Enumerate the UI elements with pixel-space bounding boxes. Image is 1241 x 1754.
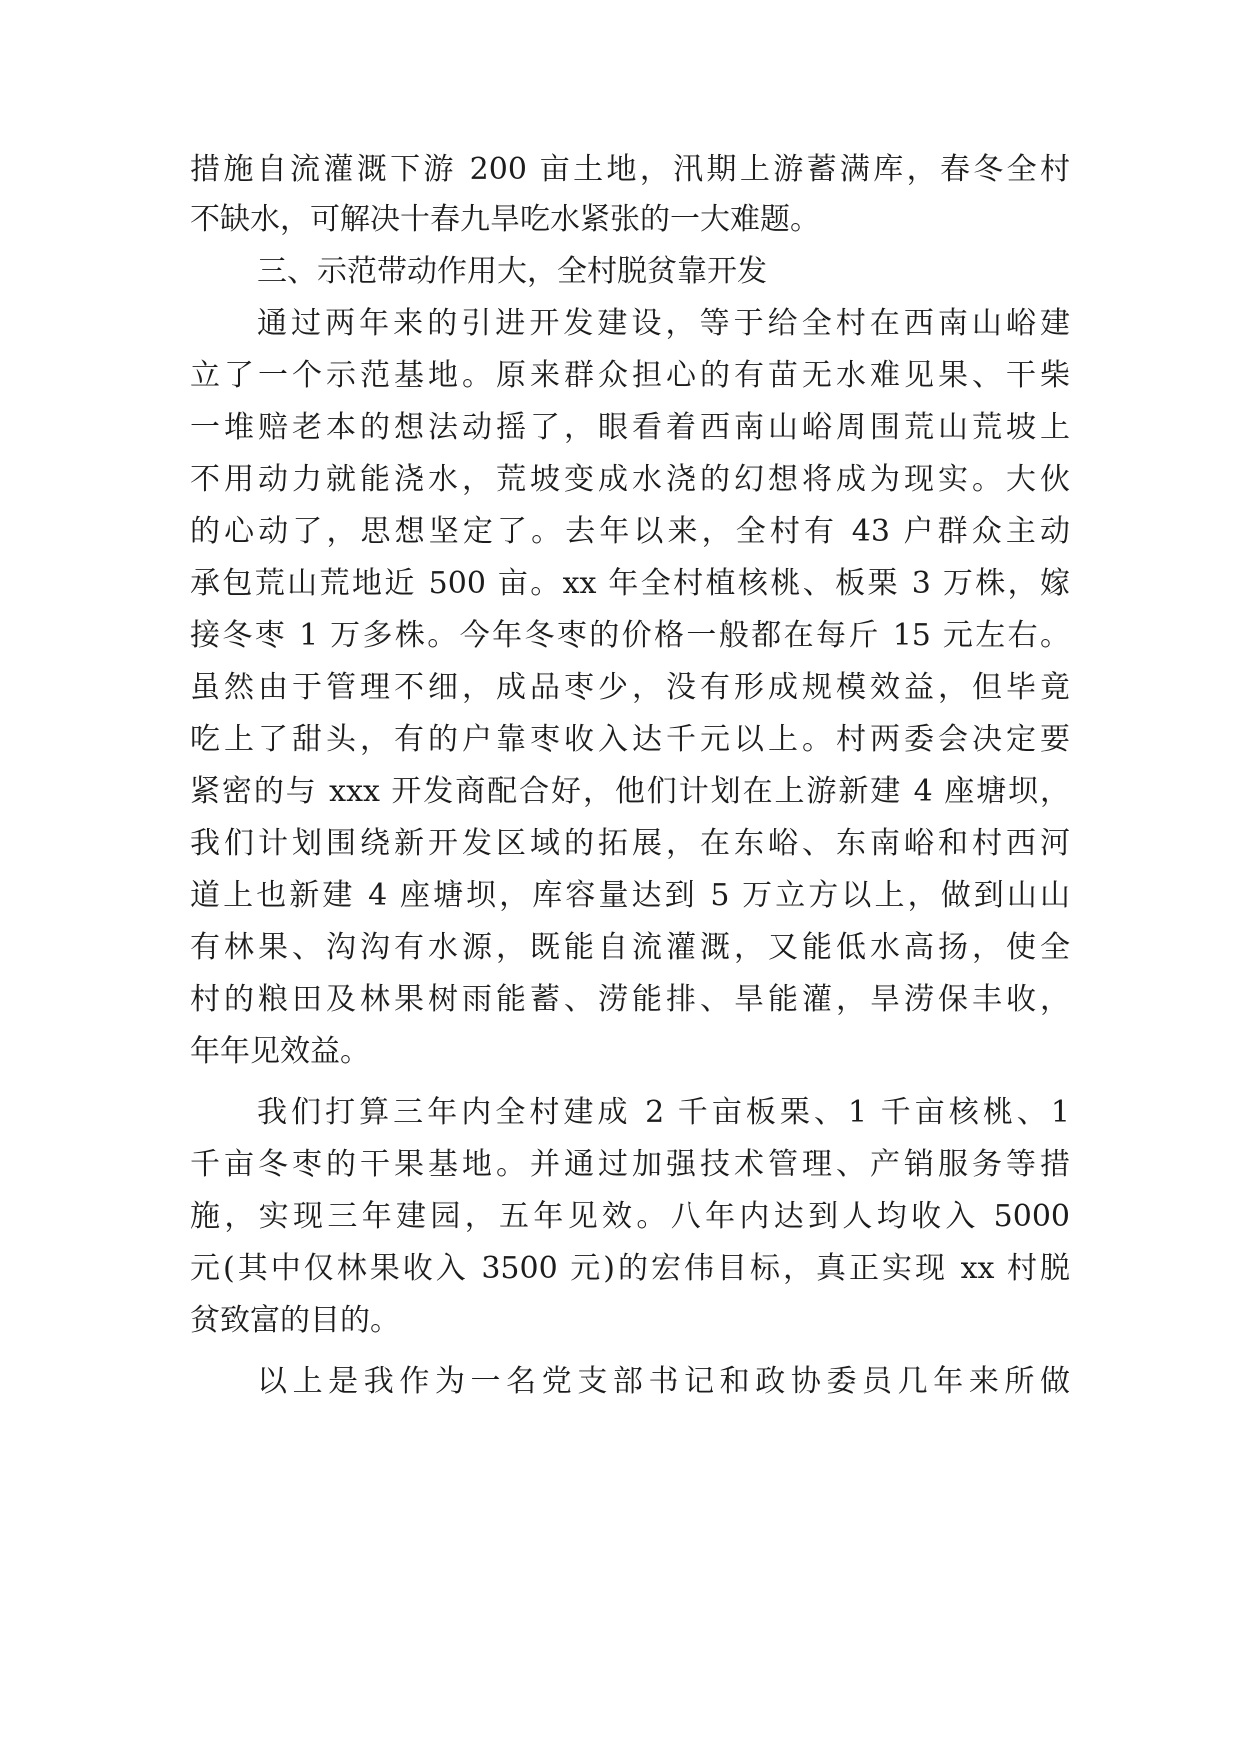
text-line: 以上是我作为一名党支部书记和政协委员几年来所做 [257, 1364, 1070, 1399]
text-line: 措施自流灌溉下游 200 亩土地，汛期上游蓄满库，春冬全村 [190, 152, 1070, 187]
text-line: 立了一个示范基地。原来群众担心的有苗无水难见果、干柴 [190, 358, 1070, 393]
text-line: 不用动力就能浇水，荒坡变成水浇的幻想将成为现实。大伙 [190, 462, 1070, 497]
text-line: 通过两年来的引进开发建设，等于给全村在西南山峪建 [257, 306, 1070, 341]
text-line: 千亩冬枣的干果基地。并通过加强技术管理、产销服务等措 [190, 1147, 1070, 1182]
text-line: 的心动了，思想坚定了。去年以来，全村有 43 户群众主动 [190, 514, 1070, 549]
text-line: 吃上了甜头，有的户靠枣收入达千元以上。村两委会决定要 [190, 722, 1070, 757]
text-line: 道上也新建 4 座塘坝，库容量达到 5 万立方以上，做到山山 [190, 878, 1070, 913]
text-line: 不缺水，可解决十春九旱吃水紧张的一大难题。 [190, 202, 820, 237]
section-heading: 三、示范带动作用大，全村脱贫靠开发 [257, 254, 767, 289]
text-line: 贫致富的目的。 [190, 1303, 400, 1338]
text-line: 年年见效益。 [190, 1034, 370, 1069]
text-line: 有林果、沟沟有水源，既能自流灌溉，又能低水高扬，使全 [190, 930, 1070, 965]
text-line: 虽然由于管理不细，成品枣少，没有形成规模效益，但毕竟 [190, 670, 1070, 705]
text-line: 紧密的与 xxx 开发商配合好，他们计划在上游新建 4 座塘坝， [190, 774, 1070, 809]
text-line: 元(其中仅林果收入 3500 元)的宏伟目标，真正实现 xx 村脱 [190, 1251, 1070, 1286]
text-line: 承包荒山荒地近 500 亩。xx 年全村植核桃、板栗 3 万株，嫁 [190, 566, 1070, 601]
text-line: 村的粮田及林果树雨能蓄、涝能排、旱能灌，旱涝保丰收， [190, 982, 1070, 1017]
text-line: 施，实现三年建园，五年见效。八年内达到人均收入 5000 [190, 1199, 1070, 1234]
text-line: 接冬枣 1 万多株。今年冬枣的价格一般都在每斤 15 元左右。 [190, 618, 1070, 653]
text-line: 一堆赔老本的想法动摇了，眼看着西南山峪周围荒山荒坡上 [190, 410, 1070, 445]
text-line: 我们打算三年内全村建成 2 千亩板栗、1 千亩核桃、1 [257, 1095, 1070, 1130]
text-line: 我们计划围绕新开发区域的拓展，在东峪、东南峪和村西河 [190, 826, 1070, 861]
